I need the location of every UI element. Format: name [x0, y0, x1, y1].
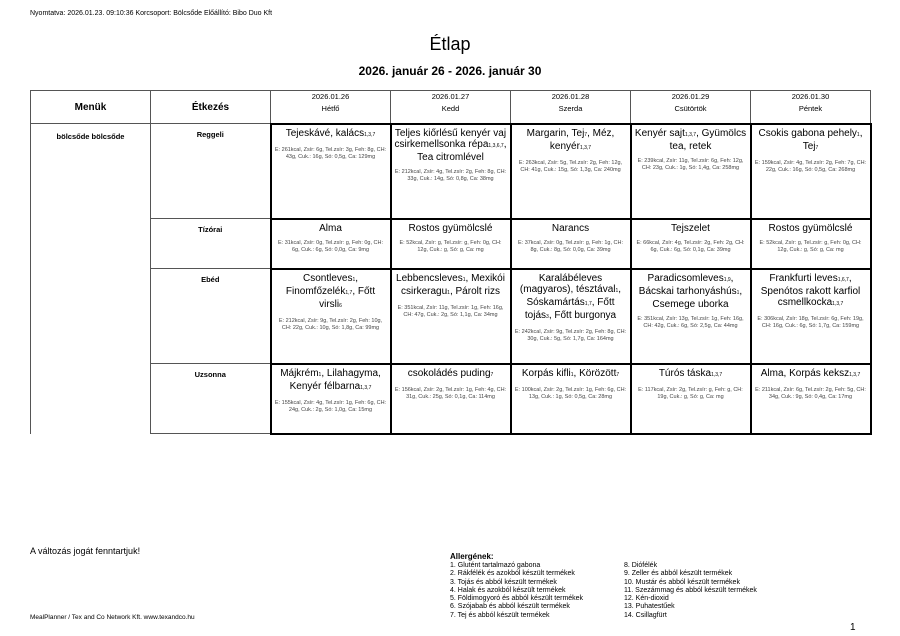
day-header-monday: [271, 91, 391, 124]
allergen-codes: 1,3,7: [684, 131, 697, 138]
allergen-item: 4. Halak és azokból készült termékek: [450, 586, 566, 594]
dish-part: , Sóskamártás: [526, 283, 622, 308]
dish-part: csokoládés puding: [407, 367, 491, 379]
dish-text: [272, 220, 390, 234]
dish-part: , Lilahagyma, Kenyér félbarna: [289, 367, 381, 392]
nutrition-info: E: 351kcal, Zsír: 13g, Tel.zsír: 1g, Feh: 16g, CH: 42g, Cuk.: 6g, Só: 2,5g, Ca: 44mg: [637, 315, 744, 329]
day-name: Csütörtök: [674, 104, 707, 113]
allergen-codes: 7: [616, 371, 620, 378]
nutrition-info: E: 66kcal, Zsír: 4g, Tel.zsír: 2g, Feh: 2g, CH: 6g, Cuk.: 6g, Só: 0,1g, Ca: 39mg: [636, 239, 745, 253]
allergen-codes: 1,3,7: [579, 144, 592, 151]
allergen-codes: 1,3,7: [711, 371, 723, 378]
dish-text: [512, 270, 630, 323]
nutrition-info: E: 100kcal, Zsír: 2g, Tel.zsír: 1g, Feh: 6g, CH: 13g, Cuk.: 1g, Só: 0,5g, Ca: 28mg: [514, 386, 627, 400]
allergen-codes: 1: [447, 289, 450, 296]
allergen-item: 8. Diófélék: [624, 562, 658, 569]
dish-part: Alma: [319, 222, 342, 234]
day-date: 2026.01.28: [551, 92, 590, 101]
meal-name: Uzsonna: [151, 364, 271, 434]
footer-credit: MealPlanner / Tex and Co Network Kft. www.texandco.hu: [30, 614, 195, 621]
nutrition-info: E: 212kcal, Zsír: 9g, Tel.zsír: 2g, Feh: 10g, CH: 22g, Cuk.: 10g, Só: 1,8g, Ca: 99mg: [278, 317, 383, 331]
allergens-list-left: [450, 562, 583, 620]
dish-part: Tejeskávé, kalács: [285, 127, 365, 139]
reserve-note: A változás jogát fenntartjuk!: [30, 546, 141, 556]
day-header-friday: [751, 91, 871, 124]
meal-name: Ebéd: [151, 269, 271, 364]
dish-part: , Tea citromlével: [417, 138, 507, 163]
dish-text: [752, 125, 870, 154]
dish-text: [512, 220, 630, 234]
menu-cell: [631, 124, 751, 219]
page-number: 1: [850, 622, 856, 633]
menu-cell: [271, 124, 391, 219]
nutrition-info: E: 52kcal, Zsír: g, Tel.zsír: g, Feh: 0g, CH: 12g, Cuk.: g, Só: g, Ca: mg: [759, 239, 862, 253]
nutrition-info: E: 261kcal, Zsír: 6g, Tel.zsír: 3g, Feh: 8g, CH: 43g, Cuk.: 16g, Só: 0,5g, Ca: 129mg: [274, 146, 387, 160]
allergen-item: 5. Földimogyoró és abból készült termékek: [450, 595, 584, 603]
allergen-codes: 1,7: [345, 289, 353, 296]
menu-cell: [271, 269, 391, 364]
allergen-codes: 1,3,7: [832, 300, 844, 307]
dish-part: Narancs: [551, 222, 590, 234]
dish-text: [632, 125, 750, 152]
menu-cell: [511, 124, 631, 219]
dish-part: , Gyümölcs tea, retek: [669, 127, 747, 152]
dish-part: , Körözött: [573, 367, 617, 379]
dish-part: Tejszelet: [671, 222, 710, 234]
dish-part: Rostos gyümölcslé: [408, 222, 493, 234]
allergen-codes: 1,3,7: [849, 371, 861, 378]
allergen-codes: 7: [584, 131, 588, 138]
menu-cell: [391, 364, 511, 434]
allergen-codes: 1,7: [584, 300, 592, 307]
day-name: Kedd: [441, 104, 460, 113]
menu-cell: [391, 269, 511, 364]
dish-part: , Tej: [802, 127, 863, 152]
day-name: Szerda: [558, 104, 583, 113]
dish-part: Frankfurti leves: [769, 272, 838, 284]
allergen-item: 13. Puhatestűek: [624, 603, 675, 611]
allergen-codes: 1: [462, 276, 466, 283]
nutrition-info: E: 239kcal, Zsír: 11g, Tel.zsír: 6g, Feh: 12g, CH: 23g, Cuk.: 1g, Só: 1,4g, Ca: 258mg: [637, 157, 744, 171]
allergen-codes: 1: [352, 276, 356, 283]
allergen-item: 7. Tej és abból készült termékek: [450, 611, 550, 619]
dish-part: Korpás kifli: [521, 367, 571, 379]
allergen-item: 3. Tojás és abból készült termékek: [450, 578, 557, 586]
dish-text: [392, 365, 510, 381]
day-date: 2026.01.26: [311, 92, 350, 101]
dish-part: Karalábéleves (magyaros), tésztával: [519, 272, 616, 295]
allergen-codes: 3: [546, 313, 549, 320]
col-header-menus: Menük: [31, 91, 151, 124]
allergen-codes: 1: [615, 287, 619, 294]
allergen-codes: 1,3,6,7: [488, 142, 504, 149]
nutrition-info: E: 212kcal, Zsír: 4g, Tel.zsír: 2g, Feh: 8g, CH: 33g, Cuk.: 14g, Só: 0,8g, Ca: 38mg: [394, 168, 507, 182]
dish-text: [272, 125, 390, 141]
menu-cell: [631, 269, 751, 364]
nutrition-info: E: 155kcal, Zsír: 4g, Tel.zsír: 1g, Feh: 6g, CH: 24g, Cuk.: 2g, Só: 1,0g, Ca: 15mg: [274, 399, 387, 413]
dish-part: Kenyér sajt: [634, 127, 685, 139]
allergen-item: 1. Glutént tartalmazó gabona: [450, 562, 541, 569]
dish-part: , Spenótos rakott karfiol csmellkocka: [760, 272, 861, 308]
menu-cell: [631, 364, 751, 434]
dish-part: Paradicsomleves: [647, 272, 724, 284]
allergen-codes: 7: [490, 371, 494, 378]
dish-part: , Párolt rizs: [449, 285, 500, 297]
menu-cell: [511, 219, 631, 269]
nutrition-info: E: 159kcal, Zsír: 4g, Tel.zsír: 2g, Feh: 7g, CH: 22g, Cuk.: 16g, Só: 0,5g, Ca: 268mg: [754, 159, 867, 173]
allergen-codes: 1,9: [723, 276, 731, 283]
dish-text: [512, 125, 630, 154]
allergen-codes: 1,6,7: [837, 276, 849, 283]
allergen-codes: 1: [570, 371, 574, 378]
allergen-item: 9. Zeller és abból készült termékek: [624, 570, 733, 578]
dish-text: [272, 365, 390, 394]
menu-cell: [391, 219, 511, 269]
menu-cell: [391, 124, 511, 219]
dish-text: [632, 365, 750, 381]
menu-cell: [631, 219, 751, 269]
allergen-codes: 1,3,7: [360, 384, 372, 391]
allergens-title: Allergének:: [450, 552, 494, 561]
menu-cell: [751, 269, 871, 364]
day-header-tuesday: [391, 91, 511, 124]
dish-part: , Főtt tojás: [524, 296, 615, 321]
allergen-item: 12. Kén-dioxid: [624, 595, 669, 603]
nutrition-info: E: 242kcal, Zsír: 9g, Tel.zsír: 2g, Feh: 8g, CH: 30g, Cuk.: 5g, Só: 1,7g, Ca: 164mg: [514, 328, 627, 342]
allergens-list-right: [624, 562, 757, 620]
col-header-meal: Étkezés: [151, 91, 271, 124]
nutrition-info: E: 37kcal, Zsír: 0g, Tel.zsír: g, Feh: 1g, CH: 8g, Cuk.: 8g, Só: 0,0g, Ca: 39mg: [517, 239, 624, 253]
allergen-codes: 1: [736, 289, 740, 296]
dish-text: [392, 270, 510, 299]
allergen-codes: 7: [815, 144, 819, 151]
allergen-item: 6. Szójabab és abból készült termékek: [450, 603, 570, 611]
dish-text: [752, 270, 870, 310]
day-header-thursday: [631, 91, 751, 124]
day-name: Hétfő: [321, 104, 340, 113]
nutrition-info: E: 156kcal, Zsír: 2g, Tel.zsír: 1g, Feh: 4g, CH: 31g, Cuk.: 25g, Só: 0,1g, Ca: 114mg: [394, 386, 507, 400]
dish-part: , Mexikói csirkeragu: [401, 272, 505, 297]
nutrition-info: E: 211kcal, Zsír: 6g, Tel.zsír: 2g, Feh: 5g, CH: 34g, Cuk.: 9g, Só: 0,4g, Ca: 17mg: [755, 386, 866, 400]
menu-table: [30, 90, 872, 435]
dish-part: Teljes kiőrlésű kenyér vaj csirkemellsonka répa: [394, 127, 507, 150]
dish-part: Alma, Korpás keksz: [760, 367, 850, 379]
nutrition-info: E: 31kcal, Zsír: 0g, Tel.zsír: g, Feh: 0g, CH: 6g, Cuk.: 6g, Só: 0,0g, Ca: 9mg: [277, 239, 384, 253]
day-date: 2026.01.29: [671, 92, 710, 101]
dish-part: , Finomfőzelék: [285, 272, 359, 297]
nutrition-info: E: 306kcal, Zsír: 18g, Tel.zsír: 6g, Feh: 19g, CH: 16g, Cuk.: 6g, Só: 1,7g, Ca: 159mg: [757, 315, 864, 329]
page-title: Étlap: [429, 34, 471, 54]
dish-part: Csokis gabona pehely: [758, 127, 857, 139]
nutrition-info: E: 52kcal, Zsír: g, Tel.zsír: g, Feh: 0g, CH: 12g, Cuk.: g, Só: g, Ca: mg: [399, 239, 502, 253]
allergen-item: 2. Rákfélék és azokból készült termékek: [450, 570, 575, 578]
dish-part: , Főtt virsli: [319, 285, 376, 310]
dish-text: [512, 365, 630, 381]
dish-part: , Méz, kenyér: [549, 127, 615, 152]
nutrition-info: E: 263kcal, Zsír: 5g, Tel.zsír: 2g, Feh: 12g, CH: 41g, Cuk.: 15g, Só: 1,3g, Ca: 240mg: [518, 159, 623, 173]
allergen-item: 14. Csillagfürt: [624, 611, 667, 619]
menu-cell: [511, 269, 631, 364]
allergen-codes: 1: [318, 371, 322, 378]
dish-text: [272, 270, 390, 312]
dish-part: Margarin, Tej: [526, 127, 585, 139]
dish-text: [632, 220, 750, 234]
dish-part: , Bácskai tarhonyáshús: [638, 272, 737, 297]
allergen-item: 11. Szezámmag és abból készült termékek: [624, 586, 757, 594]
print-info: Nyomtatva: 2026.01.23. 09:10:36 Korcsoport: Bölcsőde Előállító: Bibo Duo Kft: [30, 10, 273, 17]
menu-name: bölcsőde bölcsőde: [31, 124, 151, 434]
dish-part: Csontleves: [302, 272, 353, 284]
dish-text: [392, 125, 510, 163]
dish-part: Májkrém: [280, 367, 319, 379]
allergen-item: 10. Mustár és abból készült termékek: [624, 578, 740, 586]
menu-cell: [751, 124, 871, 219]
day-date: 2026.01.30: [791, 92, 830, 101]
allergen-codes: 1,3,7: [364, 131, 376, 138]
meal-name: Tízórai: [151, 219, 271, 269]
date-range: 2026. január 26 - 2026. január 30: [358, 64, 542, 78]
dish-part: , Főtt burgonya: [548, 309, 617, 321]
menu-cell: [271, 219, 391, 269]
allergen-codes: 6: [339, 302, 342, 309]
menu-cell: [751, 364, 871, 434]
day-header-wednesday: [511, 91, 631, 124]
dish-text: [392, 220, 510, 234]
allergen-codes: 1: [856, 131, 860, 138]
menu-cell: [511, 364, 631, 434]
dish-part: Lebbencsleves: [396, 272, 463, 284]
menu-cell: [751, 219, 871, 269]
nutrition-info: E: 117kcal, Zsír: 2g, Tel.zsír: g, Feh: g, CH: 19g, Cuk.: g, Só: g, Ca: mg: [638, 386, 743, 400]
dish-text: [752, 365, 870, 381]
dish-part: , Csemege uborka: [652, 285, 743, 310]
nutrition-info: E: 351kcal, Zsír: 11g, Tel.zsír: 1g, Feh: 16g, CH: 47g, Cuk.: 2g, Só: 1,1g, Ca: 34mg: [397, 304, 504, 318]
menu-cell: [271, 364, 391, 434]
day-date: 2026.01.27: [431, 92, 470, 101]
dish-part: Rostos gyümölcslé: [768, 222, 853, 234]
meal-name: Reggeli: [151, 124, 271, 219]
dish-part: Túrós táska: [658, 367, 712, 379]
dish-text: [632, 270, 750, 310]
dish-text: [752, 220, 870, 234]
day-name: Péntek: [798, 104, 823, 113]
